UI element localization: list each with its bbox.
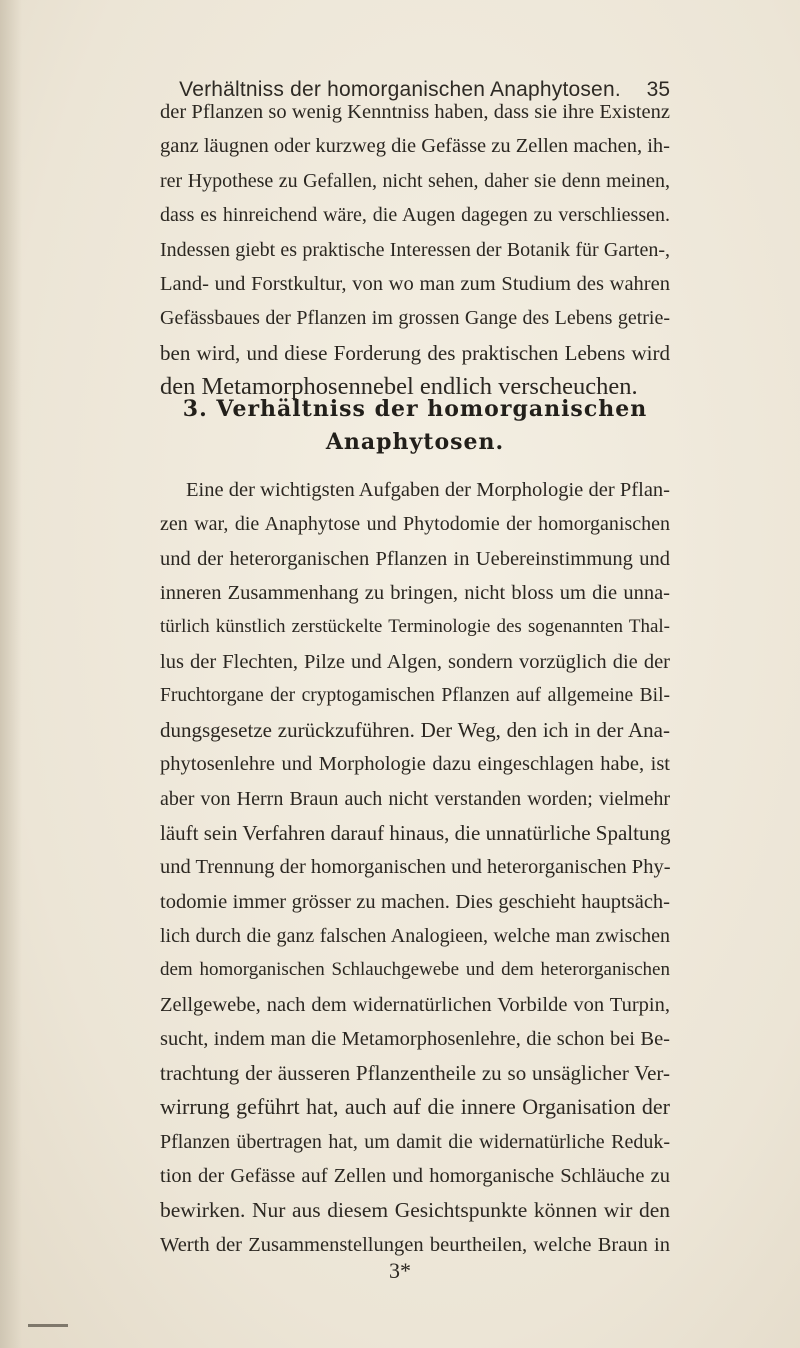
text-line: Werth der Zusammenstellungen beurtheilen, welche Braun in [160, 1233, 670, 1256]
text-line: Pflanzen übertragen hat, um damit die widernatürliche Reduk- [160, 1130, 670, 1153]
text-line: wirrung geführt hat, auch auf die innere Organisation der [160, 1094, 670, 1120]
section-heading: 3. Verhältniss der homorganischen [182, 396, 648, 422]
text-line: der Pflanzen so wenig Kenntniss haben, dass sie ihre Existenz [160, 101, 670, 123]
text-line: Eine der wichtigsten Aufgaben der Morphologie der Pflan- [186, 479, 670, 501]
text-line: lich durch die ganz falschen Analogieen, welche man zwischen [160, 924, 670, 947]
text-line: ganz läugnen oder kurzweg die Gefässe zu Zellen machen, ih- [160, 135, 670, 158]
page-gutter-shadow [0, 0, 22, 1348]
text-line: Indessen giebt es praktische Interessen der Botanik für Garten-, [160, 238, 670, 261]
text-line: trachtung der äusseren Pflanzentheile zu so unsäglicher Ver- [160, 1061, 670, 1086]
section-heading-continued: Anaphytosen. [325, 429, 505, 455]
text-line: zen war, die Anaphytose und Phytodomie der homorganischen [160, 513, 670, 536]
text-line: bewirken. Nur aus diesem Gesichtspunkte können wir den [160, 1198, 670, 1223]
text-line: läuft sein Verfahren darauf hinaus, die unnatürliche Spaltung [160, 821, 671, 845]
text-line: Gefässbaues der Pflanzen im grossen Gange des Lebens getrie- [160, 307, 670, 330]
text-line: den Metamorphosennebel endlich verscheuchen. [160, 373, 638, 401]
text-line: ben wird, und diese Forderung des praktischen Lebens wird [160, 340, 670, 365]
text-line: türlich künstlich zerstückelte Terminologie des sogenannten Thal- [160, 616, 670, 638]
text-line: sucht, indem man die Metamorphosenlehre, die schon bei Be- [160, 1027, 670, 1050]
signature-mark: 3* [389, 1258, 411, 1283]
running-title: Verhältniss der homorganischen Anaphytosen. [179, 78, 621, 101]
text-line: dungsgesetze zurückzuführen. Der Weg, den ich in der Ana- [160, 718, 670, 743]
text-line: und der heterorganischen Pflanzen in Uebereinstimmung und [160, 547, 670, 570]
text-line: Fruchtorgane der cryptogamischen Pflanzen auf allgemeine Bil- [160, 684, 670, 706]
text-line: Zellgewebe, nach dem widernatürlichen Vorbilde von Turpin, [160, 993, 670, 1016]
text-line: tion der Gefässe auf Zellen und homorganische Schläuche zu [160, 1165, 670, 1187]
text-line: und Trennung der homorganischen und heterorganischen Phy- [160, 856, 671, 879]
text-line: todomie immer grösser zu machen. Dies geschieht hauptsäch- [160, 890, 670, 913]
text-line: Land- und Forstkultur, von wo man zum Studium des wahren [160, 273, 670, 295]
text-line: lus der Flechten, Pilze und Algen, sondern vorzüglich die der [160, 650, 670, 673]
text-line: aber von Herrn Braun auch nicht verstanden worden; vielmehr [160, 787, 670, 810]
page-number: 35 [646, 78, 670, 101]
text-line: phytosenlehre und Morphologie dazu eingeschlagen habe, ist [160, 753, 670, 776]
text-line: inneren Zusammenhang zu bringen, nicht bloss um die unna- [160, 581, 670, 604]
text-line: dass es hinreichend wäre, die Augen dagegen zu verschliessen. [160, 204, 670, 227]
text-line: rer Hypothese zu Gefallen, nicht sehen, daher sie denn meinen, [160, 169, 670, 192]
text-line: dem homorganischen Schlauchgewebe und dem heterorganischen [160, 959, 670, 981]
page-edge-mark [28, 1324, 68, 1327]
